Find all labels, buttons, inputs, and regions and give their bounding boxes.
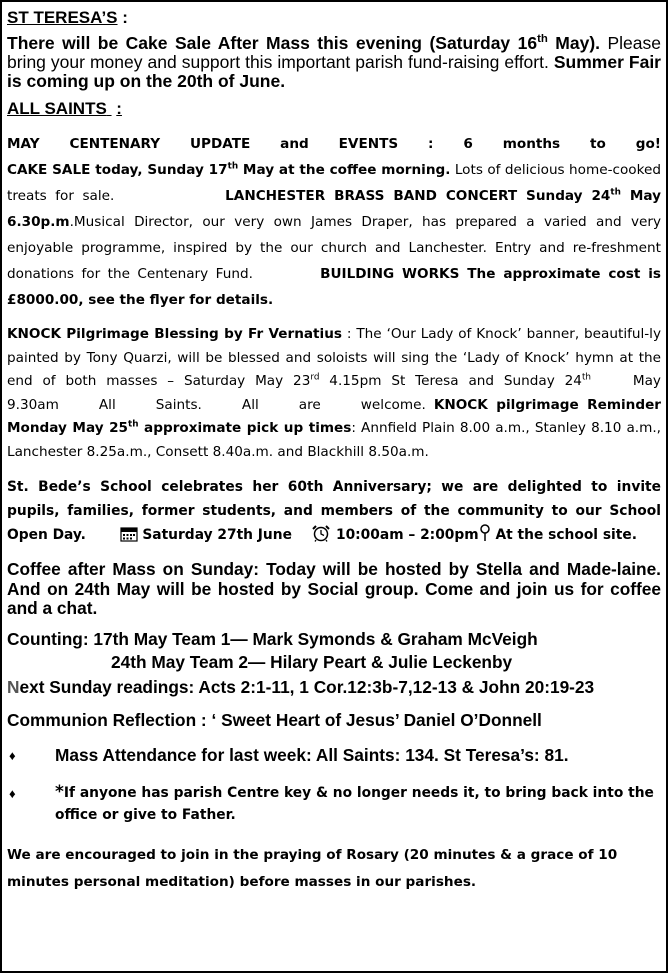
location-pin-icon <box>479 524 491 550</box>
centenary-update: MAY CENTENARY UPDATE and EVENTS : 6 months to go! <box>7 136 661 152</box>
knock-blessing-times: 4.15pm St Teresa and Sunday 24 <box>319 373 582 389</box>
st-teresas-heading-colon: : <box>122 8 128 27</box>
diamond-bullet-icon: ♦ <box>9 785 16 801</box>
cake-sale-appeal: Please bring your money and support this important parish fund-raising effort. <box>7 33 661 72</box>
knock-blessing-title: KNOCK Pilgrimage Blessing by Fr Vernatius <box>7 326 342 342</box>
centre-key-message: If anyone has parish Centre key & no longer needs it, to bring back into the office or give to Father. <box>55 784 654 823</box>
counting-team-2: 24th May Team 2— Hilary Peart & Julie Leckenby <box>111 651 513 672</box>
counting-line-2 <box>7 652 661 672</box>
readings-initial: N <box>7 676 20 697</box>
calendar-icon <box>120 526 138 550</box>
all-saints-heading-colon: : <box>116 99 122 118</box>
open-day-date: Saturday 27th June <box>142 527 292 543</box>
superscript: rd <box>310 372 320 383</box>
cake-sale-today: CAKE SALE today, Sunday 17 <box>7 162 228 178</box>
all-saints-heading <box>7 99 661 119</box>
knock-reminder-title: KNOCK pilgrimage Reminder Monday May 25 <box>7 396 661 436</box>
rosary-announcement: We are encouraged to join in the praying of Rosary (20 minutes & a grace of 10 minutes personal meditation) before masses in our parishes. <box>7 846 618 890</box>
centre-key-text <box>55 781 661 826</box>
building-works: BUILDING WORKS The approximate cost is £8000.00, see the flyer for details. <box>7 266 661 308</box>
communion-reflection: Communion Reflection : ‘ Sweet Heart of Jesus’ Daniel O’Donnell <box>7 709 542 730</box>
summer-fair-notice: Summer Fair is coming up on the 20th of June. <box>7 52 661 91</box>
mass-attendance-text: Mass Attendance for last week: All Saints: 134. St Teresa’s: 81. <box>55 744 569 765</box>
concert-description: .Musical Director, our very own James Draper, has prepared a varied and very enjoyable programme, inspired by the our church and Lanchester. Entry and re-freshment donations for the Centenary Fund. <box>7 214 661 282</box>
superscript: th <box>581 372 591 383</box>
cake-sale-notice: There will be Cake Sale After Mass this evening (Saturday 16 <box>7 33 538 53</box>
cake-sale-date-end: May). <box>547 33 601 53</box>
rosary-paragraph <box>7 842 661 896</box>
cake-sale-time: May at the coffee morning. <box>238 162 451 178</box>
open-day-time: 10:00am – 2:00pm <box>335 527 479 543</box>
alarm-clock-icon <box>311 524 331 550</box>
counting-team-1: Counting: 17th May Team 1— Mark Symonds & Graham McVeigh <box>7 628 538 649</box>
open-day-location: At the school site. <box>495 527 637 543</box>
brass-band-concert: LANCHESTER BRASS BAND CONCERT Sunday 24 <box>225 188 611 204</box>
all-saints-paragraph <box>7 131 661 313</box>
bullet-mass-attendance <box>7 745 661 765</box>
superscript: th <box>610 187 621 198</box>
superscript: th <box>128 419 139 430</box>
knock-paragraph <box>7 323 661 464</box>
superscript: th <box>537 33 548 46</box>
st-teresas-paragraph <box>7 34 661 91</box>
st-teresas-heading <box>7 8 661 28</box>
knock-blessing-text: : The ‘Our Lady of Knock’ banner, beautiful-ly painted by Tony Quarzi, will be blessed and soloists will sing the ‘Lady of Knock’ hymn at the end of both masses – Saturday May 23 <box>7 326 662 389</box>
st-bedes-paragraph <box>7 475 661 550</box>
knock-blessing-welcome: May 9.30am All Saints. All are welcome. <box>7 373 661 413</box>
cake-sale-description: Lots of delicious home-cooked treats for sale. <box>7 162 661 204</box>
counting-line-1 <box>7 629 661 649</box>
st-bedes-announcement: St. Bede’s School celebrates her 60th Anniversary; we are delighted to invite pupils, families, former students, and members of the community to our School Open Day. <box>7 479 661 543</box>
all-saints-heading-text: ALL SAINTS <box>7 99 107 118</box>
communion-line <box>7 710 661 730</box>
readings-text: ext Sunday readings: Acts 2:1-11, 1 Cor.12:3b-7,12-13 & John 20:19-23 <box>19 676 595 697</box>
concert-time: May 6.30p.m <box>7 188 661 230</box>
asterisk: * <box>55 781 64 802</box>
readings-line <box>7 677 661 697</box>
coffee-announcement: Coffee after Mass on Sunday: Today will be hosted by Stella and Made-laine. And on 24th May will be hosted by Social group. Come and join us for coffee and a chat. <box>7 559 661 618</box>
coffee-paragraph <box>7 560 661 619</box>
st-teresas-heading-text: ST TERESA’S <box>7 8 118 27</box>
superscript: th <box>227 161 239 172</box>
knock-pickup-times-title: approximate pick up times <box>138 420 352 436</box>
diamond-bullet-icon: ♦ <box>9 747 16 763</box>
bullet-centre-key <box>7 781 661 826</box>
knock-pickup-times: : Annfield Plain 8.00 a.m., Stanley 8.10 a.m., Lanchester 8.25a.m., Consett 8.40a.m. and Blackhill 8.50a.m. <box>7 420 661 460</box>
